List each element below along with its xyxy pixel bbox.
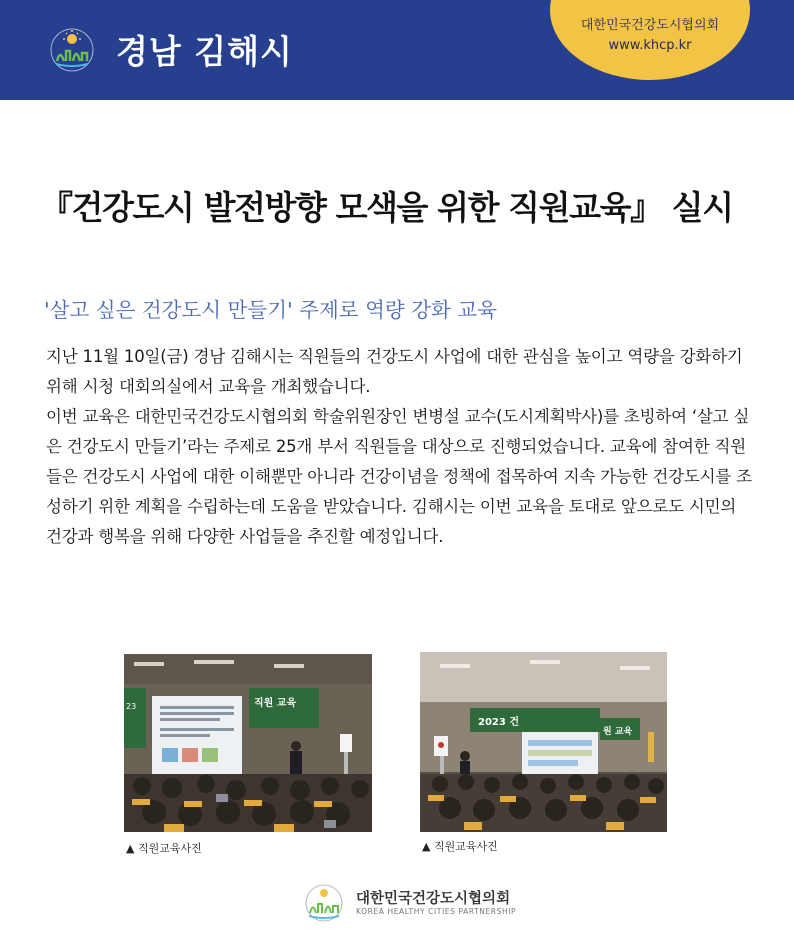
header-banner [0, 0, 794, 100]
banner-text-1: 직원 교육 [254, 698, 297, 709]
banner-text-2: 원 교육 [603, 727, 633, 737]
org-badge-text [550, 16, 750, 56]
footer-org-name-english: KOREA HEALTHY CITIES PARTNERSHIP [356, 907, 517, 916]
training-photo-2 [420, 652, 667, 832]
healthy-cities-logo-icon [44, 27, 100, 73]
training-photo-2-image [420, 652, 667, 832]
article-paragraph: 지난 11월 10일(금) 경남 김해시는 직원들의 건강도시 사업에 대한 관심을 높이고 역량을 강화하기 위해 시청 대회의실에서 교육을 개최했습니다. [46, 347, 743, 396]
banner-prefix-1: 23 [126, 702, 137, 711]
footer-logo-icon [298, 883, 350, 923]
training-photo-1-image [124, 654, 372, 832]
training-photo-1 [124, 654, 372, 832]
article-subtitle: '살고 싶은 건강도시 만들기' 주제로 역량 강화 교육 [44, 298, 497, 322]
article-paragraph: 이번 교육은 대한민국건강도시협의회 학술위원장인 변병설 교수(도시계획박사)를 초빙하여 ‘살고 싶은 건강도시 만들기’라는 주제로 25개 부서 직원들을 대상으로 진행되었습니다. 교육에 참여한 직원들은 건강도시 사업에 대한 이해뿐만 아니라 건강이념을 정책에 접목하여 지속 가능한 건강도시를 조성하기 위한 계획을 수립하는데 도움을 받았습니다. 김해시는 이번 교육을 토대로 앞으로도 시민의 건강과 행복을 위해 다양한 사업들을 추진할 예정입니다. [46, 407, 752, 546]
banner-prefix-2: 2023 건 [478, 717, 519, 728]
org-name: 대한민국건강도시협의회 [580, 18, 720, 33]
article-body [46, 342, 756, 552]
photo-caption-2: ▲ 직원교육사진 [422, 840, 498, 853]
article-title: 『건강도시 발전방향 모색을 위한 직원교육』 실시 [40, 188, 733, 227]
region-title: 경남 김해시 [116, 32, 293, 71]
org-url[interactable]: www.khcp.kr [608, 38, 692, 53]
footer-org-name: 대한민국건강도시협의회 [356, 891, 511, 907]
photo-caption-1: ▲ 직원교육사진 [126, 842, 202, 855]
